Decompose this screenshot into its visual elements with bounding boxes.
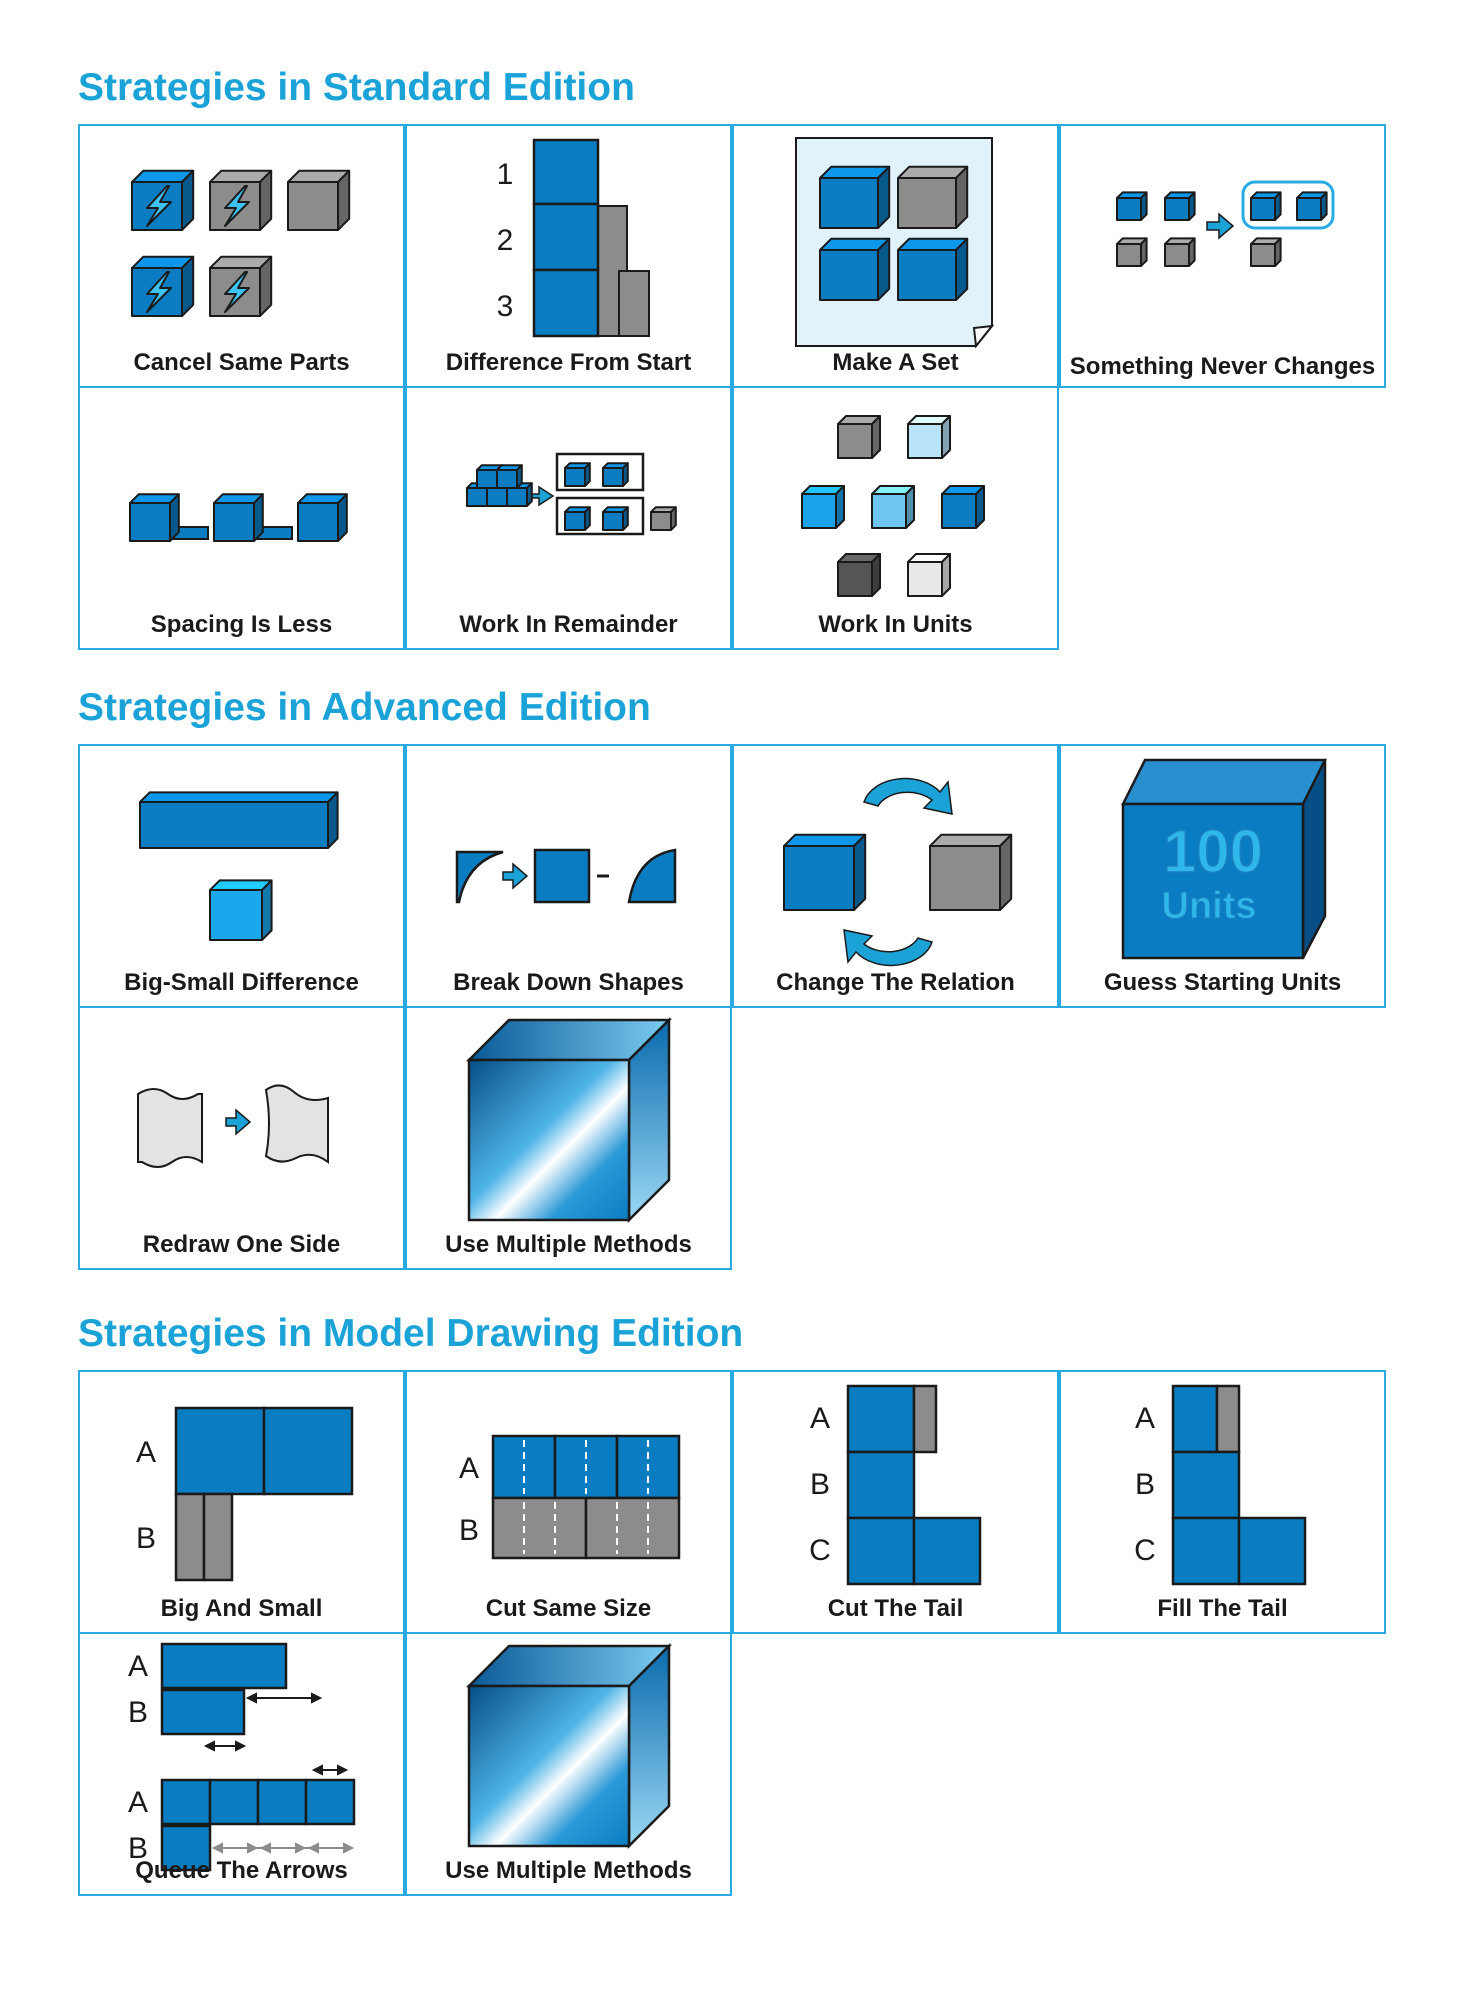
card-caption: Use Multiple Methods <box>445 1230 692 1258</box>
row-label: C <box>809 1534 831 1567</box>
cube-shape <box>497 465 522 488</box>
card-caption: Cut Same Size <box>485 1595 652 1622</box>
cube-shape <box>1117 192 1147 220</box>
card-guess-starting-units <box>1059 744 1386 1008</box>
card-caption: Big-Small Difference <box>124 969 359 996</box>
cube-shape <box>210 880 272 940</box>
cube-shape <box>565 463 590 486</box>
card-big-and-small <box>78 1370 405 1634</box>
cube-shape <box>930 835 1011 910</box>
cube-shape <box>298 494 347 541</box>
strategy-grid-model-drawing <box>78 1370 1386 1893</box>
card-work-in-units <box>732 386 1059 650</box>
cube-shape <box>214 494 263 541</box>
cube-shape <box>651 507 676 530</box>
cube-shape <box>820 167 889 228</box>
card-caption: Something Never Changes <box>1069 353 1376 380</box>
row-label: B <box>458 1514 480 1547</box>
something-never-changes-icon <box>1061 126 1388 390</box>
card-caption: Cut The Tail <box>827 1595 964 1622</box>
card-cut-the-tail <box>732 1370 1059 1634</box>
cube-shape <box>802 486 844 528</box>
row-label: 3 <box>496 290 514 323</box>
card-break-down-shapes <box>405 744 732 1008</box>
card-change-the-relation <box>732 744 1059 1008</box>
card-caption: Queue The Arrows <box>135 1856 348 1884</box>
cube-group <box>132 171 349 316</box>
section-title-model-drawing: Strategies in Model Drawing Edition <box>78 1312 744 1355</box>
cube-shape <box>898 239 967 300</box>
cube-shape <box>565 507 590 530</box>
cube-shape <box>130 494 179 541</box>
empty-cell <box>1059 1006 1386 1270</box>
row-label: A <box>127 1785 149 1819</box>
cube-shape <box>210 257 271 316</box>
cube-shape <box>942 486 984 528</box>
cube-word: Units <box>1161 885 1257 927</box>
cube-shape <box>132 171 193 230</box>
row-label: A <box>809 1402 831 1435</box>
cube-number: 100 <box>1162 818 1264 885</box>
section-title-advanced: Strategies in Advanced Edition <box>78 686 651 729</box>
card-caption: Work In Remainder <box>459 610 678 638</box>
cube-group <box>784 835 1011 910</box>
card-caption: Break Down Shapes <box>453 969 684 996</box>
card-caption: Make A Set <box>832 349 959 376</box>
row-label: A <box>127 1649 149 1683</box>
cube-group <box>140 792 338 940</box>
card-cut-same-size <box>405 1370 732 1634</box>
cube-group <box>467 463 676 530</box>
card-cancel-same-parts <box>78 124 405 388</box>
cube-shape <box>908 554 950 596</box>
cube-group <box>802 416 984 596</box>
empty-cell <box>732 1006 1059 1270</box>
cube-group <box>130 494 347 541</box>
card-use-multiple-methods <box>405 1006 732 1270</box>
card-difference-from-start <box>405 124 732 388</box>
cube-shape <box>603 507 628 530</box>
row-label: C <box>1134 1534 1156 1567</box>
strategy-grid-standard <box>78 124 1386 647</box>
cube-shape <box>784 835 865 910</box>
row-label: 2 <box>496 224 514 257</box>
cube-shape <box>1297 192 1327 220</box>
card-caption: Difference From Start <box>445 349 692 376</box>
cube-shape <box>838 416 880 458</box>
card-caption: Spacing Is Less <box>150 610 333 638</box>
empty-cell <box>1059 1632 1386 1896</box>
cube-shape <box>1251 192 1281 220</box>
section-title-standard: Strategies in Standard Edition <box>78 66 635 109</box>
cube-shape <box>210 171 271 230</box>
cube-shape <box>603 463 628 486</box>
row-label: A <box>135 1436 157 1469</box>
card-something-never-changes <box>1059 124 1386 388</box>
card-use-multiple-methods <box>405 1632 732 1896</box>
card-spacing-is-less <box>78 386 405 650</box>
row-label: 1 <box>496 158 514 191</box>
card-caption: Change The Relation <box>776 969 1015 996</box>
cube-shape <box>1117 238 1147 266</box>
card-caption: Big And Small <box>160 1595 323 1622</box>
cube-shape <box>820 239 889 300</box>
card-caption: Work In Units <box>818 610 973 638</box>
empty-cell <box>732 1632 1059 1896</box>
card-work-in-remainder <box>405 386 732 650</box>
card-caption: Use Multiple Methods <box>445 1856 692 1884</box>
cube-shape <box>140 792 338 848</box>
row-label: B <box>1134 1468 1156 1501</box>
row-label: B <box>127 1831 149 1865</box>
card-fill-the-tail <box>1059 1370 1386 1634</box>
card-caption: Redraw One Side <box>142 1230 341 1258</box>
cube-shape <box>838 554 880 596</box>
card-queue-the-arrows <box>78 1632 405 1896</box>
card-caption: Cancel Same Parts <box>133 349 350 376</box>
empty-cell <box>1059 386 1386 650</box>
cube-shape <box>1165 192 1195 220</box>
card-caption: Fill The Tail <box>1157 1595 1288 1622</box>
cube-shape <box>1251 238 1281 266</box>
cube-shape <box>908 416 950 458</box>
row-label: A <box>1134 1402 1156 1435</box>
cube-shape <box>872 486 914 528</box>
row-label: B <box>135 1522 157 1555</box>
card-caption: Guess Starting Units <box>1103 969 1342 996</box>
row-label: B <box>809 1468 831 1501</box>
cube-shape <box>1165 238 1195 266</box>
cube-shape <box>132 257 193 316</box>
strategy-grid-advanced <box>78 744 1386 1267</box>
card-make-a-set <box>732 124 1059 388</box>
cube-shape <box>288 171 349 230</box>
row-label: A <box>458 1452 480 1485</box>
cube-shape <box>898 167 967 228</box>
card-redraw-one-side <box>78 1006 405 1270</box>
row-label: B <box>127 1695 149 1729</box>
card-big-small-difference <box>78 744 405 1008</box>
